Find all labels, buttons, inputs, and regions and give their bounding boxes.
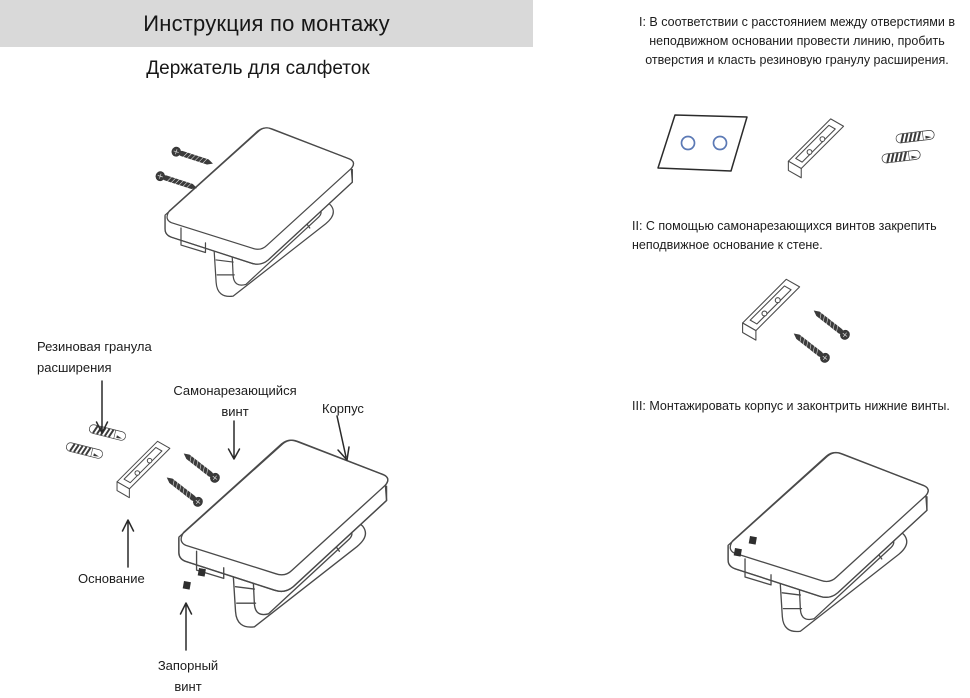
screw-icon [811, 307, 852, 342]
header-bar [0, 0, 533, 47]
label-lock-screw: Запорный винт [157, 658, 219, 694]
screw-icon [791, 330, 832, 365]
screw-icon [181, 450, 222, 485]
screw-icon [171, 146, 215, 168]
base-plate-icon [743, 279, 800, 340]
step-2-text: II: С помощью самонарезающихся винтов закрепить неподвижное основание к стене. [632, 219, 937, 252]
arrow-up-icon [121, 515, 135, 569]
arrow-down-icon [95, 380, 109, 436]
wall-marking-icon [658, 115, 747, 171]
label-body: Корпус [322, 401, 364, 416]
lock-screw-icon [749, 536, 757, 545]
step-1-text: I: В соответствии с расстоянием между отверстиями в неподвижном основании провести линию, пробить отверстия и класть резиновую гранулу расширения. [639, 15, 955, 67]
holder-body-icon [728, 453, 928, 632]
assembled-holder-illustration [148, 114, 363, 309]
label-anchor: Резиновая гранула расширения [37, 339, 152, 375]
wall-anchor-icon [65, 442, 103, 459]
step-2-illustration [730, 266, 890, 388]
base-plate-icon [788, 119, 843, 178]
lock-screw-icon [183, 581, 191, 590]
arrow-up-icon [179, 598, 193, 652]
label-screw: Самонарезающийся винт [173, 383, 297, 419]
step-3-text: III: Монтажировать корпус и законтрить нижние винты. [632, 399, 950, 413]
screw-icon [164, 474, 205, 509]
lock-screw-icon [734, 548, 742, 557]
screw-icon [155, 170, 199, 192]
arrow-down-icon [227, 420, 241, 462]
step-3-illustration [706, 436, 938, 636]
holder-body-icon [179, 440, 388, 627]
step-1-illustration [648, 104, 960, 200]
lock-screw-icon [198, 568, 206, 577]
label-base: Основание [78, 571, 145, 586]
wall-anchor-icon [882, 150, 921, 164]
base-plate-icon [117, 441, 170, 497]
product-subtitle: Держатель для салфеток [146, 58, 370, 79]
wall-anchor-icon [896, 130, 935, 144]
arrow-down-right-icon [333, 415, 355, 465]
page-title: Инструкция по монтажу [143, 10, 390, 36]
